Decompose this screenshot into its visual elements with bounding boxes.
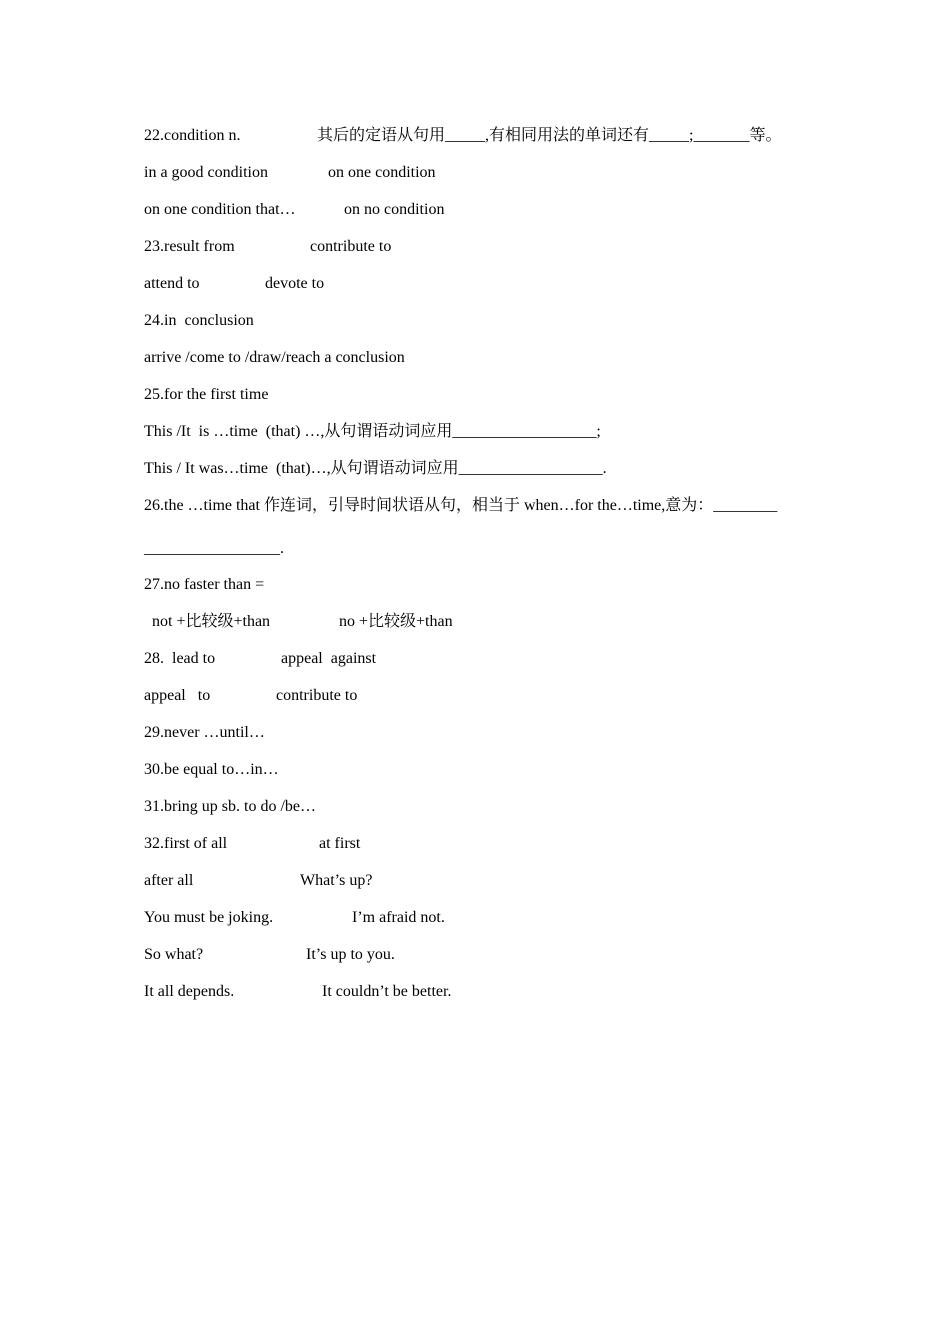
phrase-left: You must be joking. [144, 909, 274, 926]
entry-22-note: 其后的定语从句用_____,有相同用法的单词还有_____;_______等。 [317, 127, 782, 144]
phrase-left: 32.first of all [144, 835, 228, 852]
blank-line: _________________. [144, 540, 284, 557]
phrase-left: after all [144, 872, 194, 889]
phrase-right: contribute to [310, 238, 392, 255]
phrase-left: It all depends. [144, 983, 235, 1000]
phrase-left: 25.for the first time [144, 386, 269, 403]
phrase-right: appeal against [281, 650, 377, 667]
phrase-right: devote to [265, 275, 325, 292]
rule-text: 26.the …time that 作连词，引导时间状语从句，相当于 when…for the…time,意为：________ [144, 497, 778, 514]
phrase-left: 31.bring up sb. to do /be… [144, 798, 316, 815]
phrase-left: arrive /come to /draw/reach a conclusion [144, 349, 405, 366]
phrase-right: no +比较级+than [339, 613, 453, 630]
phrase-right: I’m afraid not. [352, 909, 445, 926]
phrase-left: So what? [144, 946, 204, 963]
phrase-left: 29.never …until… [144, 724, 265, 741]
phrase-left: on one condition that… [144, 201, 296, 218]
entry-22-term: 22.condition n. [144, 127, 241, 144]
phrase-right: It couldn’t be better. [322, 983, 452, 1000]
entry-32-phrases-4 [144, 982, 452, 1062]
phrase-right: on one condition [328, 164, 436, 181]
phrase-left: 30.be equal to…in… [144, 761, 279, 778]
phrase-left: appeal to [144, 687, 211, 704]
phrase-left: 28. lead to [144, 650, 216, 667]
phrase-left: in a good condition [144, 164, 268, 181]
rule-text: This /It is …time (that) …,从句谓语动词应用__________________; [144, 423, 601, 440]
phrase-right: What’s up? [300, 872, 373, 889]
phrase-right: contribute to [276, 687, 358, 704]
phrase-left: not +比较级+than [144, 613, 271, 630]
phrase-left: 24.in conclusion [144, 312, 254, 329]
phrase-left: 27.no faster than = [144, 576, 265, 593]
phrase-left: 23.result from [144, 238, 235, 255]
phrase-right: on no condition [344, 201, 445, 218]
phrase-left: attend to [144, 275, 200, 292]
rule-text: This / It was…time (that)…,从句谓语动词应用__________________. [144, 460, 607, 477]
phrase-right: It’s up to you. [306, 946, 395, 963]
phrase-right: at first [319, 835, 361, 852]
